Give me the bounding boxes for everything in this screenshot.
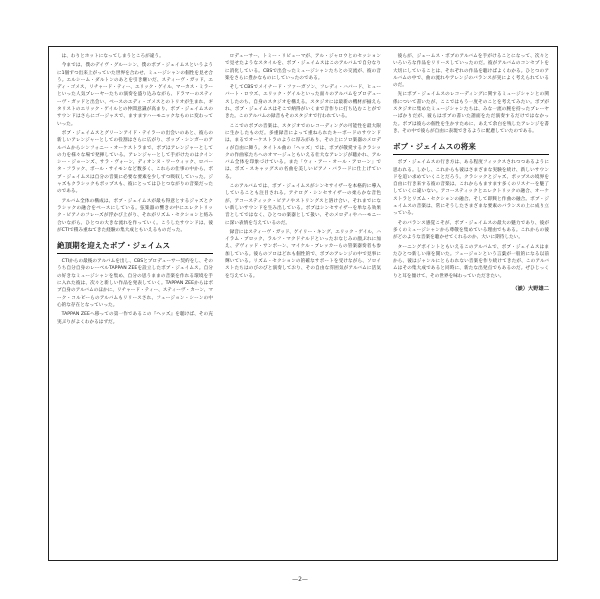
- column-3: [393, 53, 549, 552]
- paragraph: 録音にはスティーヴ・ガッド、ゲイリー・キング、エリック・ゲイル、ハイラム・ブロック、ラルフ・マクドナルドといったおなじみの顔ぶれに加え、デヴィッド・サンボーン、マイケル・ブレッカーらの管楽器奏者も参加している。彼らのソロはどれも個性的で、ボブのアレンジの中で見事に輝いている。リズム・セクションの的確なサポートを受けながら、ソロイストたちはのびのびと演奏しており、その自由な雰囲気がアルバムに活気を与えている。: [225, 229, 381, 279]
- column-2: [225, 53, 381, 552]
- paragraph: そのバランス感覚こそが、ボブ・ジェイムスの最大の魅力であり、彼が多くのミュージシャンから尊敬を集めている理由でもある。これからの彼がどのような音楽を聴かせてくれるのか、大いに期待したい。: [393, 220, 549, 241]
- author-credit: （談）大野雄二: [512, 286, 549, 293]
- paragraph: 先にボブ・ジェイムスのレコーディングに関するミュージシャンとの関係について書いたが、ここではもう一度そのことを考えてみたい。ボブがスタジオに集めたミュージシャンたちは、みな一流の腕を持ったプレーヤーばかりだが、彼らはボブの書いた譜面をただ演奏するだけではなかった。ボブは彼らの個性を生かすために、あえて余白を残したアレンジを書き、その中で彼らが自由に表現できるように配慮していたのである。: [393, 92, 549, 134]
- paragraph: そしてCBSでメイナード・ファーガソン、フレディ・ハバード、ヒューバート・ロウズ、エリック・ゲイルといった面々のアルバムをプロデュースしたのち、自身のスタジオを構える。スタジオには最新の機材が揃えられ、ボブ・ジェイムスはそこで納得がいくまで音作りに打ち込むことができた。このアルバムの録音もそのスタジオで行われている。: [225, 85, 381, 120]
- column-1: [57, 53, 213, 552]
- section-heading: ボブ・ジェイムスの将来: [393, 142, 549, 155]
- paragraph: ターニングポイントともいえるこのアルバムで、ボブ・ジェイムスはまたひとつ新しい扉を開いた。フュージョンという言葉が一般的になる以前から、彼はジャンルにとらわれない音楽を作り続けてきたが、このアルバムはその集大成であると同時に、新たな出発点でもあるのだ。ぜひじっくりと耳を傾けて、その世界を味わっていただきたい。: [393, 244, 549, 279]
- article-columns: [57, 53, 549, 552]
- paragraph: は、わりとホットになってしまうところが違う。: [61, 54, 164, 59]
- paragraph: ロデューサー、トミー・リピューマが、アル・ジャロウとのセッションで見せたようなスタイルを、ボブ・ジェイムスはこのアルバムで自分なりに消化している。CBSで出会ったミュージシャンたちとの交流が、彼の音楽をさらに豊かなものにしていったのである。: [225, 54, 381, 81]
- paragraph: 今までは、僕のデイヴ・グルーシン、僕のボブ・ジェイムスというように1個ずつ出来上がっていた世界を合わせ、ミュージシャンの個性を見せ合う。エルシーム・ダルトンのあとを引き継いだ、スティーヴ・ガッド、エディ・ゴメス、リチャード・ティー、エリック・ゲイル、マーカス・ミラーといった人気プレーヤーたちの演奏を盛り込みながら、ドラマーのスティーヴ・ガッドと出会い、ベースのエディ・ゴメスとのトリオが生まれ、ギタリストのエリック・ゲイルとの仲間意識が高まり、ボブ・ジェイムスのサウンドはさらにゴージャスで、ますますハーモニックなものに変わっていった。: [57, 63, 213, 127]
- page-number: —2—: [292, 576, 308, 583]
- paragraph: ここでのボブの音楽は、スタジオでのレコーディングの可能性を最大限に生かしたものだ。多重録音によって重ねられたキーボードのサウンドは、まるでオーケストラのように厚みがあり、その上にソロ楽器のメロディが自由に舞う。タイトル曲の「ヘッズ」では、ボブが敬愛するクラシックの作曲家たちへのオマージュともいえる壮大なアレンジが聴かれ、アルバム全体を印象づけている。また「ウィ・アー・オール・アローン」では、ボズ・スキャッグスの名曲を美しいピアノ・バラードに仕上げている。: [225, 123, 381, 180]
- section-heading: 絶頂期を迎えたボブ・ジェイムス: [57, 241, 213, 254]
- paragraph: アルバム全体の構成は、ボブ・ジェイムスが最も得意とするジャズとクラシックの融合をベースにしている。弦楽器の響きの中にエレクトリック・ピアノのフレーズが浮かび上がり、それがリズム・セクションと絡み合いながら、ひとつの大きな流れを作っていく。こうしたサウンドは、彼がCTIで積み重ねてきた経験の集大成ともいえるものだった。: [57, 198, 213, 233]
- paragraph: 彼らが、ジェームス・ボブのアルバムを手がけることになって、次々といろいろな作品をリリースしていったのだ。彼がアルバムのコンセプトを大切にしていることは、それぞれの作品を聴けばよくわかる。ひとつのアルバムの中で、曲の流れやアレンジのバランスが実によく考えられているのだ。: [393, 54, 549, 89]
- paragraph: ボブ・ジェイムスとグリーンアイド・テイラーの出会いのあと、彼らの新しいアレンジャーとしての役割はさらに広がり、ポップ・シンガーのアルバムからシンフォニー・オーケストラまで、ボブはアレンジャーとしての力を様々な場で発揮している。アレンジャーとして手がけたのはクインシー・ジョーンズ、サラ・ヴォーン、ディオンヌ・ワーウィック、ロバータ・フラック、ポール・サイモンなど数多く、これらの仕事の中から、ボブ・ジェイムスは自分の音楽に必要な要素を少しずつ吸収していった。ジャズもクラシックもポップスも、彼にとってはひとつながりの音楽だったのである。: [57, 130, 213, 195]
- paragraph: TAPPAN ZEEへ移っての第一作であるこの『ヘッズ』を聴けば、その充実ぶりがよくわかるはずだ。: [57, 312, 213, 325]
- article-frame: [48, 46, 558, 561]
- paragraph: ボブ・ジェイムスの行き方は、ある程度フィックスされつつあるように思われる。しかし、これからも彼はさまざまな実験を続け、新しいサウンドを追い求めていくことだろう。クラシックとジャズ、ポップスの境界を自由に行き来する彼の音楽は、これからもますます多くのリスナーを魅了していくに違いない。アコースティックとエレクトリックの融合、オーケストラとリズム・セクションの融合、そして即興と作曲の融合。ボブ・ジェイムスの音楽は、常にそうしたさまざまな要素のバランスの上に成り立っている。: [393, 160, 549, 217]
- paragraph: CTIからの最後のアルバムを出し、CBSとプロデューサー契約をし、そのうち自分自身のレーベルTAPPAN ZEEを設立したボブ・ジェイムス。自分の好きなミュージシャンを集め、自分の思うままの音楽を作れる環境を手に入れた彼は、次々と新しい作品を発表していく。TAPPAN ZEEからはボブ自身のアルバムのほかに、リチャード・ティー、スティーヴ・カーン、マーク・コルビーらのアルバムもリリースされ、フュージョン・シーンの中心的な存在となっていった。: [57, 259, 213, 308]
- paragraph: このアルバムでは、ボブ・ジェイムスがシンセサイザーを本格的に導入していることも注目される。アナログ・シンセサイザーの柔らかな音色が、アコースティック・ピアノやストリングスと溶け合い、それまでにない新しいサウンドを生み出している。ボブはシンセサイザーを単なる効果音としてではなく、ひとつの楽器として扱い、そのメロディやハーモニーに深い表情を与えているのだ。: [225, 184, 381, 226]
